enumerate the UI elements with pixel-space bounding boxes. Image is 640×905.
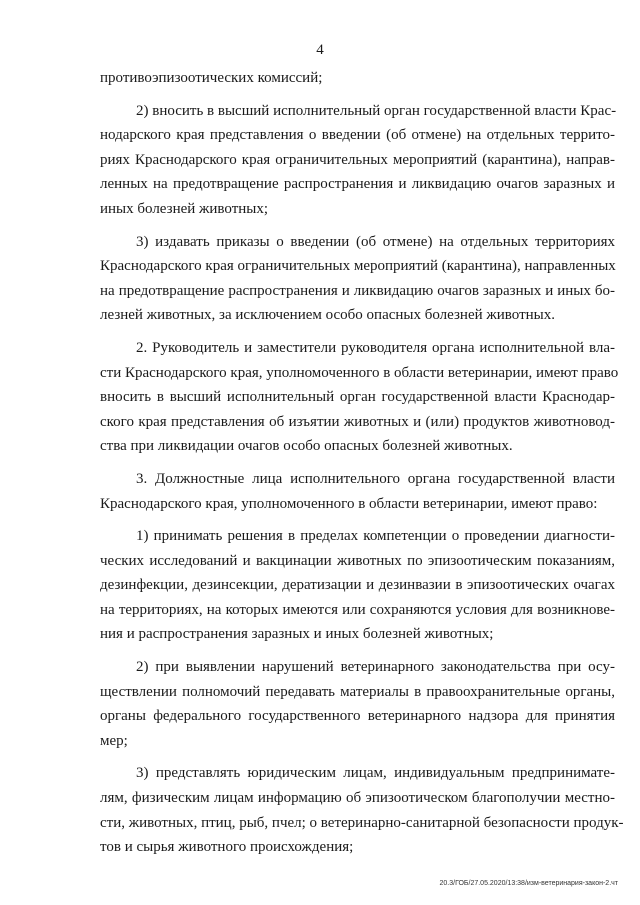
text-line: 2) вносить в высший исполнительный орган государственной власти Крас- <box>136 102 617 119</box>
text-line: лезней животных, за исключением особо опасных болезней животных. <box>100 307 555 324</box>
text-line: сти Краснодарского края, уполномоченного в области ветеринарии, имеют право <box>100 364 619 381</box>
text-line: на территориях, на которых имеются или сохраняются условия для возникнове- <box>100 601 615 618</box>
text-line: нодарского края представления о введении (об отмене) на отдельных террито- <box>100 127 615 144</box>
document-body <box>100 66 624 868</box>
text-line: иных болезней животных; <box>100 200 269 217</box>
text-line: 3) представлять юридическим лицам, индивидуальным предпринимате- <box>136 765 615 782</box>
text-line: 2) при выявлении нарушений ветеринарного законодательства при осу- <box>136 659 615 676</box>
text-line: ства при ликвидации очагов особо опасных болезней животных. <box>100 438 513 455</box>
text-line: ского края представления об изъятии животных и (или) продуктов животновод- <box>100 413 615 430</box>
text-line: 3. Должностные лица исполнительного органа государственной власти <box>136 470 615 487</box>
footer-stamp: 20.3/ГОБ/27.05.2020/13:38/изм-ветеринария-закон-2.чт <box>439 880 618 887</box>
paragraph-4 <box>100 336 619 459</box>
text-line: Краснодарского края, уполномоченного в области ветеринарии, имеют право: <box>100 495 598 512</box>
paragraph-5 <box>100 467 615 516</box>
text-line: ществлении полномочий передавать материалы в правоохранительные органы, <box>100 683 615 700</box>
text-line: дезинфекции, дезинсекции, дератизации и дезинвазии в эпизоотических очагах <box>100 577 615 594</box>
page-number: 4 <box>316 42 324 58</box>
text-line: ческих исследований и вакцинации животных по эпизоотическим показаниям, <box>100 552 615 569</box>
text-line: ния и распространения заразных и иных болезней животных; <box>100 626 494 643</box>
text-line: риях Краснодарского края ограничительных мероприятий (карантина), направ- <box>100 151 615 168</box>
paragraph-8 <box>100 761 624 859</box>
text-line: органы федерального государственного ветеринарного надзора для принятия <box>100 708 615 725</box>
text-line: Краснодарского края ограничительных мероприятий (карантина), направленных <box>100 258 616 275</box>
paragraph-2 <box>100 99 615 222</box>
text-line: сти, животных, птиц, рыб, пчел; о ветеринарно-санитарной безопасности продук- <box>100 814 624 831</box>
text-line: 1) принимать решения в пределах компетенции о проведении диагности- <box>136 528 615 545</box>
paragraph-1 <box>100 66 615 91</box>
paragraph-6 <box>100 524 615 647</box>
paragraph-7 <box>100 655 615 753</box>
text-line: 2. Руководитель и заместители руководителя органа исполнительной вла- <box>136 339 615 356</box>
text-line: тов и сырья животного происхождения; <box>100 839 354 856</box>
paragraph-3 <box>100 230 615 328</box>
text-line: противоэпизоотических комиссий; <box>100 70 323 86</box>
text-line: лям, физическим лицам информацию об эпизоотическом благополучии местно- <box>100 790 615 807</box>
text-line: 3) издавать приказы о введении (об отмене) на отдельных территориях <box>136 233 615 250</box>
text-line: мер; <box>100 732 128 749</box>
text-line: вносить в высший исполнительный орган государственной власти Краснодар- <box>100 389 615 406</box>
text-line: на предотвращение распространения и ликвидацию очагов заразных и иных бо- <box>100 282 615 299</box>
text-line: ленных на предотвращение распространения и ликвидацию очагов заразных и <box>100 176 615 193</box>
